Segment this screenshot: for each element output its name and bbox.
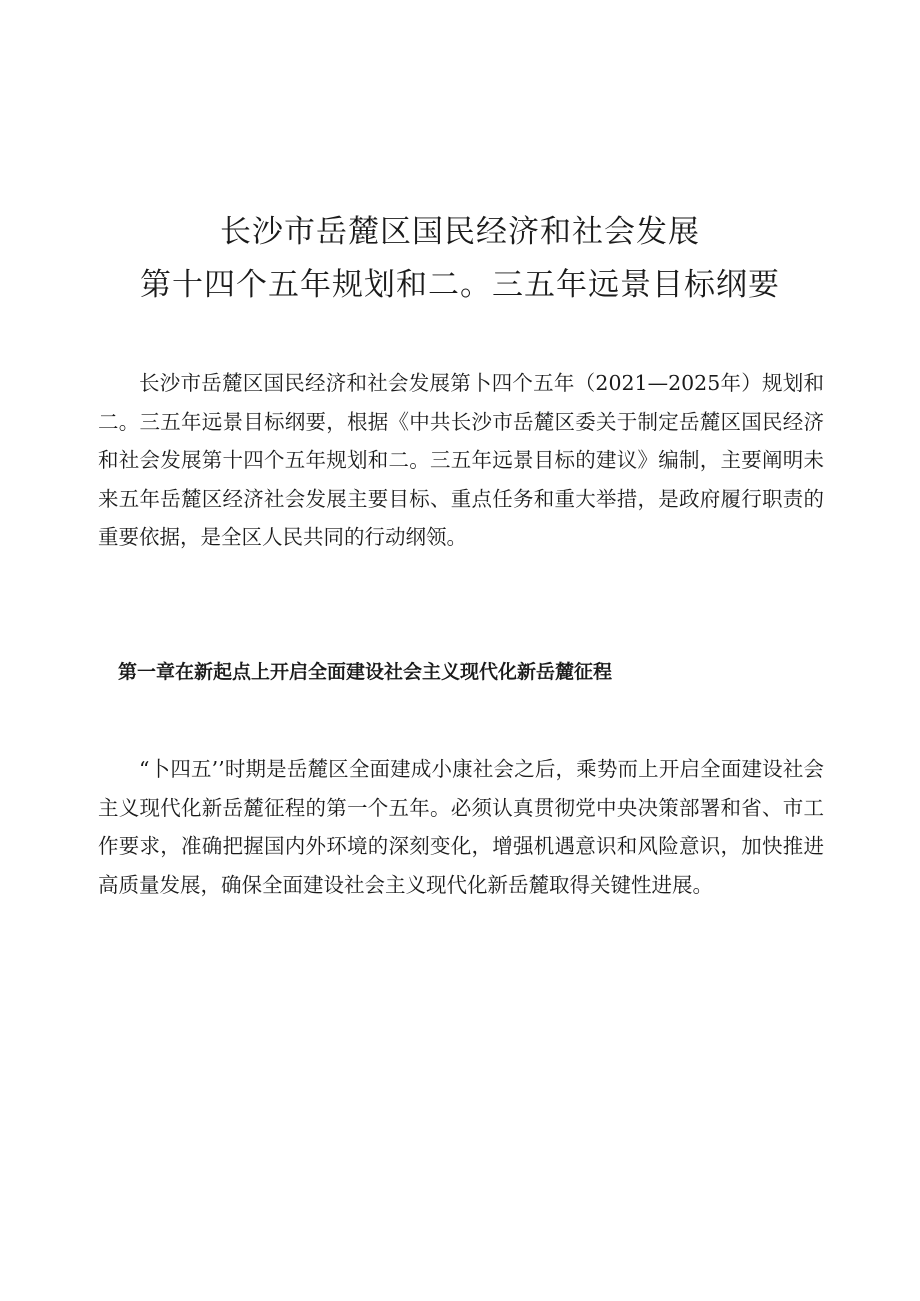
- chapter-heading: 第一章在新起点上开启全面建设社会主义现代化新岳麓征程: [118, 661, 613, 683]
- intro-paragraph: 长沙市岳麓区国民经济和社会发展第卜四个五年（2021—2025年）规划和二。三五年远景目标纲要，根据《中共长沙市岳麓区委关于制定岳麓区国民经济和社会发展第十四个五年规划和二。三五年远景目标的建议》编制，主要阐明未来五年岳麓区经济社会发展主要目标、重点任务和重大举措，是政府履行职责的重要依据，是全区人民共同的行动纲领。: [98, 371, 824, 549]
- document-title-line-2: 第十四个五年规划和二。三五年远景目标纲要: [140, 267, 780, 303]
- chapter-paragraph: “卜四五’’时期是岳麓区全面建成小康社会之后，乘势而上开启全面建设社会主义现代化新岳麓征程的第一个五年。必须认真贯彻党中央决策部署和省、市工作要求，准确把握国内外环境的深刻变化，增强机遇意识和风险意识，加快推进高质量发展，确保全面建设社会主义现代化新岳麓取得关键性进展。: [98, 757, 824, 897]
- document-title-line-1: 长沙市岳麓区国民经济和社会发展: [220, 214, 700, 250]
